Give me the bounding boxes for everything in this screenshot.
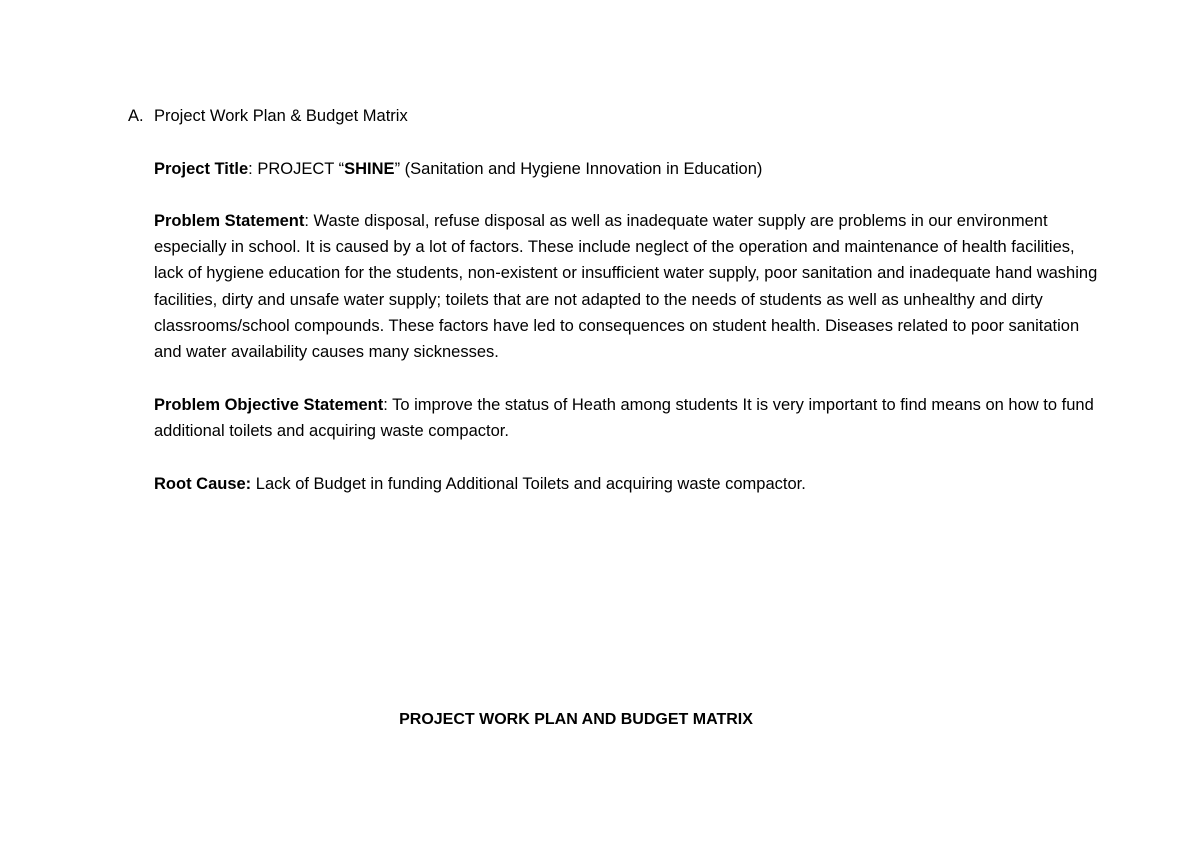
- problem-statement-label: Problem Statement: [154, 212, 305, 230]
- objective-statement-paragraph: [154, 392, 1104, 444]
- objective-statement-label: Problem Objective Statement: [154, 396, 384, 414]
- section-heading-text: Project Work Plan & Budget Matrix: [154, 107, 408, 125]
- problem-statement-text: Waste disposal, refuse disposal as well as inadequate water supply are problems in our environment especially in school. It is caused by a lot of factors. These include neglect of the operation and maintenance of health facilities, lack of hygiene education for the students, non-existent or insufficient water supply, poor sanitation and inadequate hand washing facilities, dirty and unsafe water supply; toilets that are not adapted to the needs of students as well as unhealthy and dirty classrooms/school compounds. These factors have led to consequences on student health. Diseases related to poor sanitation and water availability causes many sicknesses.: [154, 212, 1098, 362]
- root-cause-paragraph: [154, 471, 1104, 497]
- root-cause-label: Root Cause:: [154, 475, 252, 493]
- project-title-separator: :: [248, 160, 258, 178]
- project-title-suffix: ” (Sanitation and Hygiene Innovation in Education): [394, 160, 763, 178]
- objective-statement-separator: :: [383, 396, 393, 414]
- project-title-paragraph: [154, 156, 1104, 182]
- root-cause-text: Lack of Budget in funding Additional Toilets and acquiring waste compactor.: [255, 475, 806, 493]
- matrix-caption: PROJECT WORK PLAN AND BUDGET MATRIX: [399, 711, 753, 728]
- objective-statement-text: To improve the status of Heath among students It is very important to find means on how to fund additional toilets and acquiring waste compactor.: [154, 396, 1094, 441]
- problem-statement-separator: :: [304, 212, 314, 230]
- problem-statement-paragraph: [154, 208, 1104, 365]
- project-title-prefix: PROJECT “: [257, 160, 345, 178]
- project-name: SHINE: [344, 160, 395, 178]
- list-marker: A.: [128, 107, 144, 125]
- section-heading: [128, 105, 408, 127]
- project-title-label: Project Title: [154, 160, 249, 178]
